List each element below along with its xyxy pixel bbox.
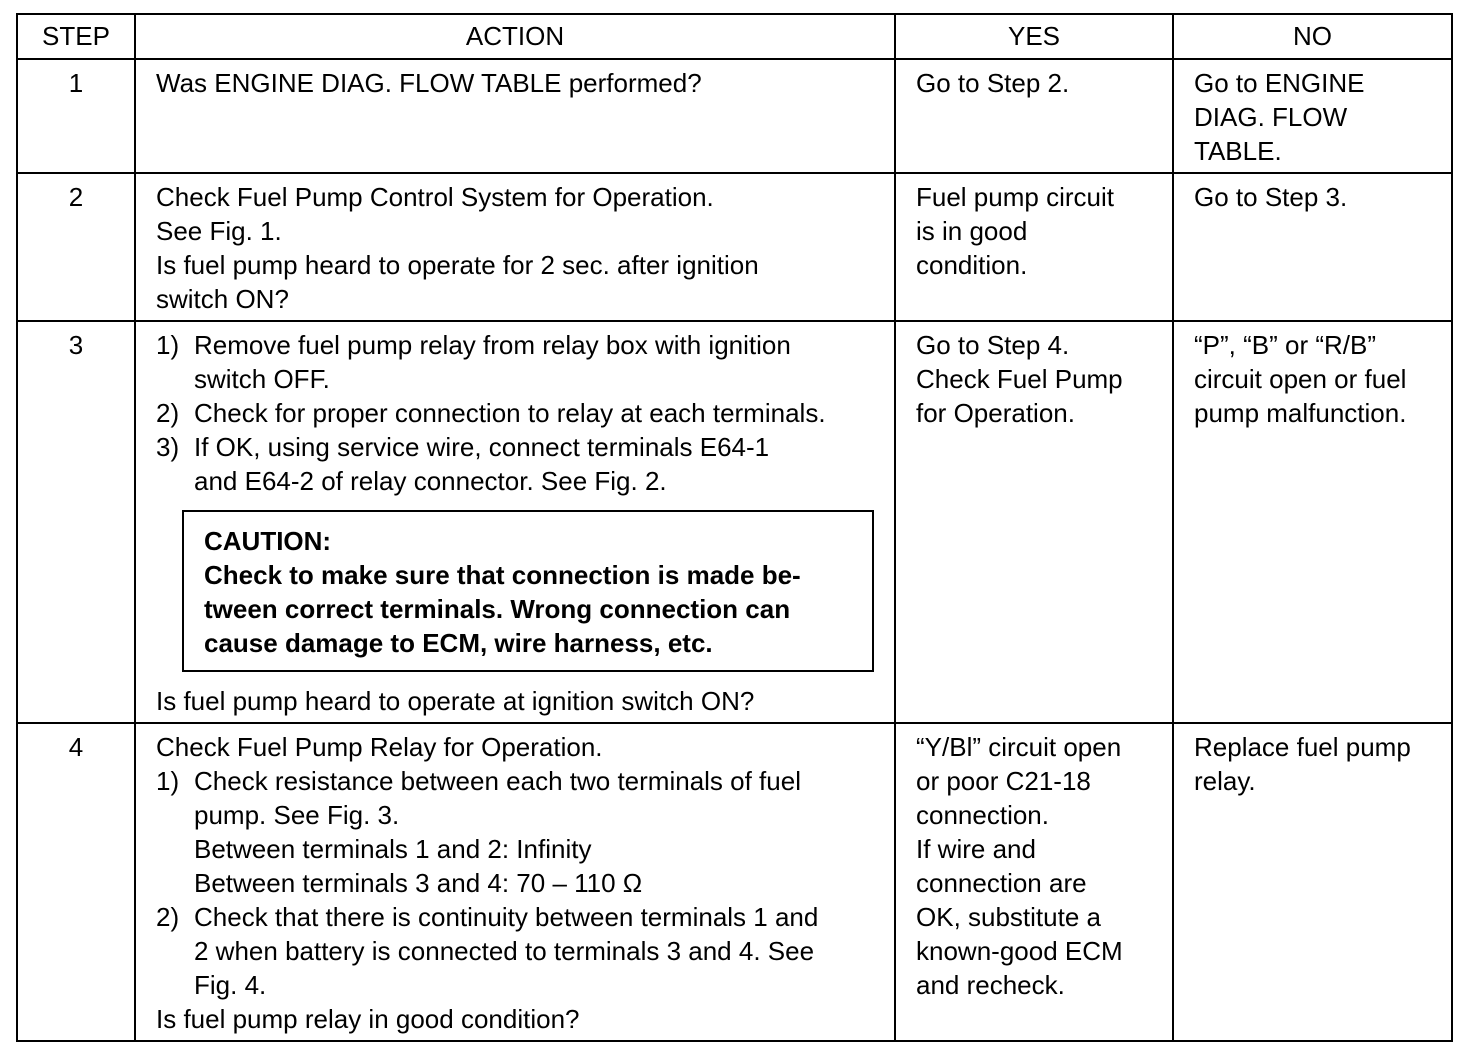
item-number: 2) (156, 398, 180, 428)
item-number: 2) (156, 902, 180, 932)
action-line: Was ENGINE DIAG. FLOW TABLE performed? (156, 68, 702, 98)
action-line: Check Fuel Pump Control System for Operation. (156, 182, 714, 212)
action-question: Is fuel pump relay in good condition? (156, 1004, 580, 1034)
item-line: Between terminals 3 and 4: 70 – 110 Ω (194, 868, 643, 898)
item-line: switch OFF. (194, 364, 330, 394)
step-number: 4 (17, 723, 135, 1041)
yes-line: for Operation. (916, 398, 1075, 428)
no-line: Go to ENGINE (1194, 68, 1365, 98)
yes-cell (895, 173, 1173, 321)
item-line: Check that there is continuity between terminals 1 and (194, 902, 819, 932)
yes-line: Go to Step 2. (916, 68, 1070, 98)
caution-line: tween correct terminals. Wrong connection can (204, 594, 791, 624)
yes-line: connection. (916, 800, 1049, 830)
action-item (156, 764, 884, 900)
no-line: “P”, “B” or “R/B” (1194, 330, 1376, 360)
action-cell (135, 173, 895, 321)
header-yes: YES (895, 14, 1173, 59)
action-item (156, 430, 884, 498)
step-number: 3 (17, 321, 135, 723)
no-line: TABLE. (1194, 136, 1282, 166)
item-line: Check resistance between each two terminals of fuel (194, 766, 801, 796)
yes-line: or poor C21-18 (916, 766, 1091, 796)
yes-cell (895, 59, 1173, 173)
table-row-step-4 (17, 723, 1452, 1041)
caution-box (182, 510, 874, 672)
yes-line: “Y/Bl” circuit open (916, 732, 1122, 762)
caution-line: Check to make sure that connection is made be- (204, 560, 801, 590)
yes-cell (895, 723, 1173, 1041)
no-line: pump malfunction. (1194, 398, 1407, 428)
step-number: 1 (17, 59, 135, 173)
no-cell (1173, 723, 1452, 1041)
step-number: 2 (17, 173, 135, 321)
item-line: 2 when battery is connected to terminals 3 and 4. See (194, 936, 815, 966)
action-intro: Check Fuel Pump Relay for Operation. (156, 732, 603, 762)
yes-line: known-good ECM (916, 936, 1123, 966)
table-row-step-2 (17, 173, 1452, 321)
action-cell (135, 59, 895, 173)
item-line: Between terminals 1 and 2: Infinity (194, 834, 592, 864)
yes-line: Check Fuel Pump (916, 364, 1123, 394)
yes-line: connection are (916, 868, 1087, 898)
yes-line: If wire and (916, 834, 1036, 864)
item-number: 1) (156, 766, 180, 796)
yes-line: and recheck. (916, 970, 1065, 1000)
action-cell (135, 321, 895, 723)
no-line: relay. (1194, 766, 1256, 796)
action-line: switch ON? (156, 284, 289, 314)
item-line: and E64-2 of relay connector. See Fig. 2. (194, 466, 667, 496)
item-line: Fig. 4. (194, 970, 267, 1000)
item-line: Check for proper connection to relay at each terminals. (194, 398, 826, 428)
header-row (17, 14, 1452, 59)
table-row-step-3 (17, 321, 1452, 723)
action-item (156, 328, 884, 396)
item-line: If OK, using service wire, connect terminals E64-1 (194, 432, 770, 462)
header-action: ACTION (135, 14, 895, 59)
header-no: NO (1173, 14, 1452, 59)
item-line: pump. See Fig. 3. (194, 800, 400, 830)
diagnostic-table (16, 13, 1453, 1042)
item-line: Remove fuel pump relay from relay box with ignition (194, 330, 791, 360)
action-line: See Fig. 1. (156, 216, 282, 246)
item-text (194, 396, 884, 430)
no-cell (1173, 59, 1452, 173)
yes-line: condition. (916, 250, 1028, 280)
caution-line: cause damage to ECM, wire harness, etc. (204, 628, 713, 658)
action-line: Is fuel pump heard to operate for 2 sec. after ignition (156, 250, 759, 280)
header-step: STEP (17, 14, 135, 59)
no-line: circuit open or fuel (1194, 364, 1407, 394)
item-text (194, 764, 884, 900)
action-item (156, 900, 884, 1002)
item-text (194, 430, 884, 498)
yes-line: Go to Step 4. (916, 330, 1070, 360)
caution-title: CAUTION: (204, 526, 332, 556)
yes-line: Fuel pump circuit (916, 182, 1114, 212)
no-cell (1173, 173, 1452, 321)
action-item (156, 396, 884, 430)
yes-cell (895, 321, 1173, 723)
item-text (194, 328, 884, 396)
table-row-step-1 (17, 59, 1452, 173)
action-cell (135, 723, 895, 1041)
action-question: Is fuel pump heard to operate at ignition switch ON? (156, 686, 755, 716)
no-line: Replace fuel pump (1194, 732, 1411, 762)
item-number: 1) (156, 330, 180, 360)
yes-line: OK, substitute a (916, 902, 1101, 932)
item-number: 3) (156, 432, 180, 462)
no-line: Go to Step 3. (1194, 182, 1348, 212)
item-text (194, 900, 884, 1002)
no-cell (1173, 321, 1452, 723)
no-line: DIAG. FLOW (1194, 102, 1348, 132)
yes-line: is in good (916, 216, 1028, 246)
